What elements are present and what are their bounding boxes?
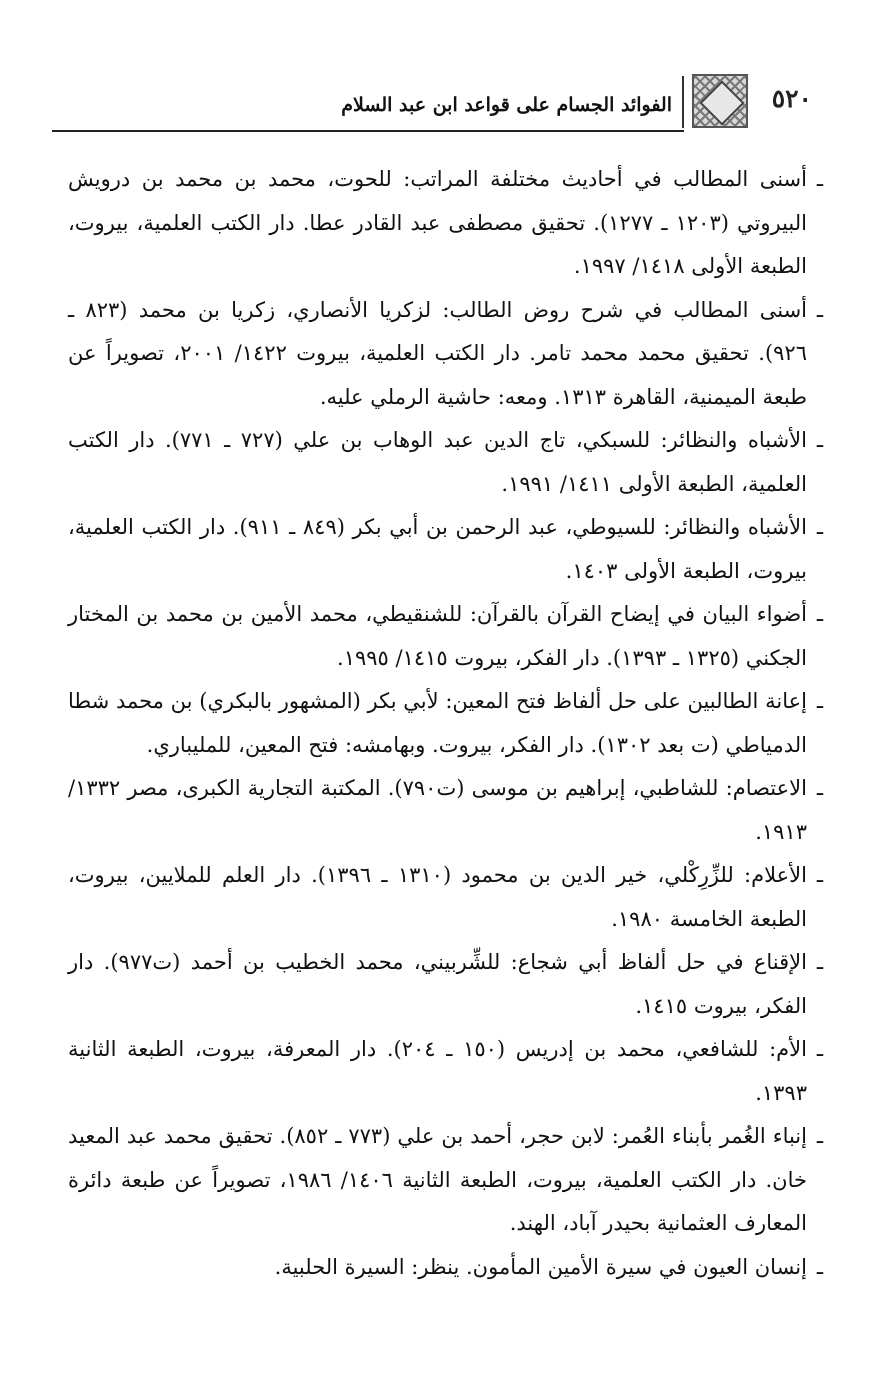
running-title: الفوائد الجسام على قواعد ابن عبد السلام: [341, 94, 672, 116]
entry-dash: ـ: [816, 689, 823, 713]
entry-text: إنباء الغُمر بأبناء العُمر: لابن حجر، أحمد بن علي (٧٧٣ ـ ٨٥٢). تحقيق محمد عبد المعيد خان. دار الكتب العلمية، بيروت، الطبعة الثانية ١٤٠٦/ ١٩٨٦، تصويراً عن طبعة دائرة المعارف العثمانية بحيدر آباد، الهند.: [68, 1124, 807, 1235]
entry-text: الاعتصام: للشاطبي، إبراهيم بن موسى (ت٧٩٠). المكتبة التجارية الكبرى، مصر ١٣٣٢/ ١٩١٣.: [68, 776, 807, 844]
entry-dash: ـ: [816, 1254, 823, 1279]
entry-dash: ـ: [816, 950, 823, 974]
header-rule: [52, 130, 684, 132]
entry-dash: ـ: [816, 428, 823, 452]
bibliography-entry: [68, 767, 823, 854]
bibliography-entry: [68, 854, 823, 941]
bibliography-entry: [68, 1028, 823, 1115]
bibliography-entry: [68, 158, 823, 289]
entry-dash: ـ: [816, 1124, 823, 1148]
entry-text: إنسان العيون في سيرة الأمين المأمون. ينظر: السيرة الحلبية.: [274, 1254, 807, 1279]
bibliography-entry: [68, 593, 823, 680]
entry-text: أسنى المطالب في أحاديث مختلفة المراتب: للحوت، محمد بن محمد بن درويش البيروتي (١٢٠٣ ـ ١٢٧٧). تحقيق مصطفى عبد القادر عطا. دار الكتب العلمية، بيروت، الطبعة الأولى ١٤١٨/ ١٩٩٧.: [68, 167, 807, 278]
entry-dash: ـ: [816, 776, 823, 800]
entry-dash: ـ: [816, 167, 823, 191]
bibliography-entry: [68, 680, 823, 767]
entry-text: الأعلام: للزِّرِكْلي، خير الدين بن محمود (١٣١٠ ـ ١٣٩٦). دار العلم للملايين، بيروت، الطبعة الخامسة ١٩٨٠.: [68, 863, 807, 931]
bibliography-entry: [68, 941, 823, 1028]
entry-dash: ـ: [816, 297, 823, 322]
entry-text: أسنى المطالب في شرح روض الطالب: لزكريا الأنصاري، زكريا بن محمد (٨٢٣ ـ ٩٢٦). تحقيق محمد محمد تامر. دار الكتب العلمية، بيروت ١٤٢٢/ ٢٠٠١، تصويراً عن طبعة الميمنية، القاهرة ١٣١٣. ومعه: حاشية الرملي عليه.: [68, 297, 807, 409]
entry-text: الأم: للشافعي، محمد بن إدريس (١٥٠ ـ ٢٠٤). دار المعرفة، بيروت، الطبعة الثانية ١٣٩٣.: [68, 1037, 807, 1105]
entry-text: الإقناع في حل ألفاظ أبي شجاع: للشِّربيني، محمد الخطيب بن أحمد (ت٩٧٧). دار الفكر، بيروت ١٤١٥.: [68, 950, 807, 1018]
entry-text: إعانة الطالبين على حل ألفاظ فتح المعين: لأبي بكر (المشهور بالبكري) بن محمد شطا الدمياطي (ت بعد ١٣٠٢). دار الفكر، بيروت. وبهامشه: فتح المعين، للمليباري.: [68, 689, 807, 757]
entry-dash: ـ: [816, 515, 823, 539]
entry-dash: ـ: [816, 863, 823, 887]
ornament-icon: [692, 74, 748, 128]
entry-text: أضواء البيان في إيضاح القرآن بالقرآن: للشنقيطي، محمد الأمين بن محمد بن المختار الجكني (١٣٢٥ ـ ١٣٩٣). دار الفكر، بيروت ١٤١٥/ ١٩٩٥.: [68, 602, 807, 670]
bibliography-entry: [68, 1246, 823, 1290]
bibliography-entry: [68, 506, 823, 593]
entry-text: الأشباه والنظائر: للسبكي، تاج الدين عبد الوهاب بن علي (٧٢٧ ـ ٧٧١). دار الكتب العلمية، الطبعة الأولى ١٤١١/ ١٩٩١.: [68, 428, 807, 496]
bibliography-entry: [68, 289, 823, 420]
entry-dash: ـ: [816, 1037, 823, 1061]
bibliography-entry: [68, 1115, 823, 1246]
entry-text: الأشباه والنظائر: للسيوطي، عبد الرحمن بن أبي بكر (٨٤٩ ـ ٩١١). دار الكتب العلمية، بيروت، الطبعة الأولى ١٤٠٣.: [68, 515, 807, 583]
header-separator: [682, 76, 684, 128]
entry-dash: ـ: [816, 602, 823, 626]
page-header: [52, 72, 812, 132]
bibliography-entry: [68, 419, 823, 506]
bibliography-list: [68, 158, 823, 1289]
page-number: ٥٢٠: [771, 84, 812, 113]
